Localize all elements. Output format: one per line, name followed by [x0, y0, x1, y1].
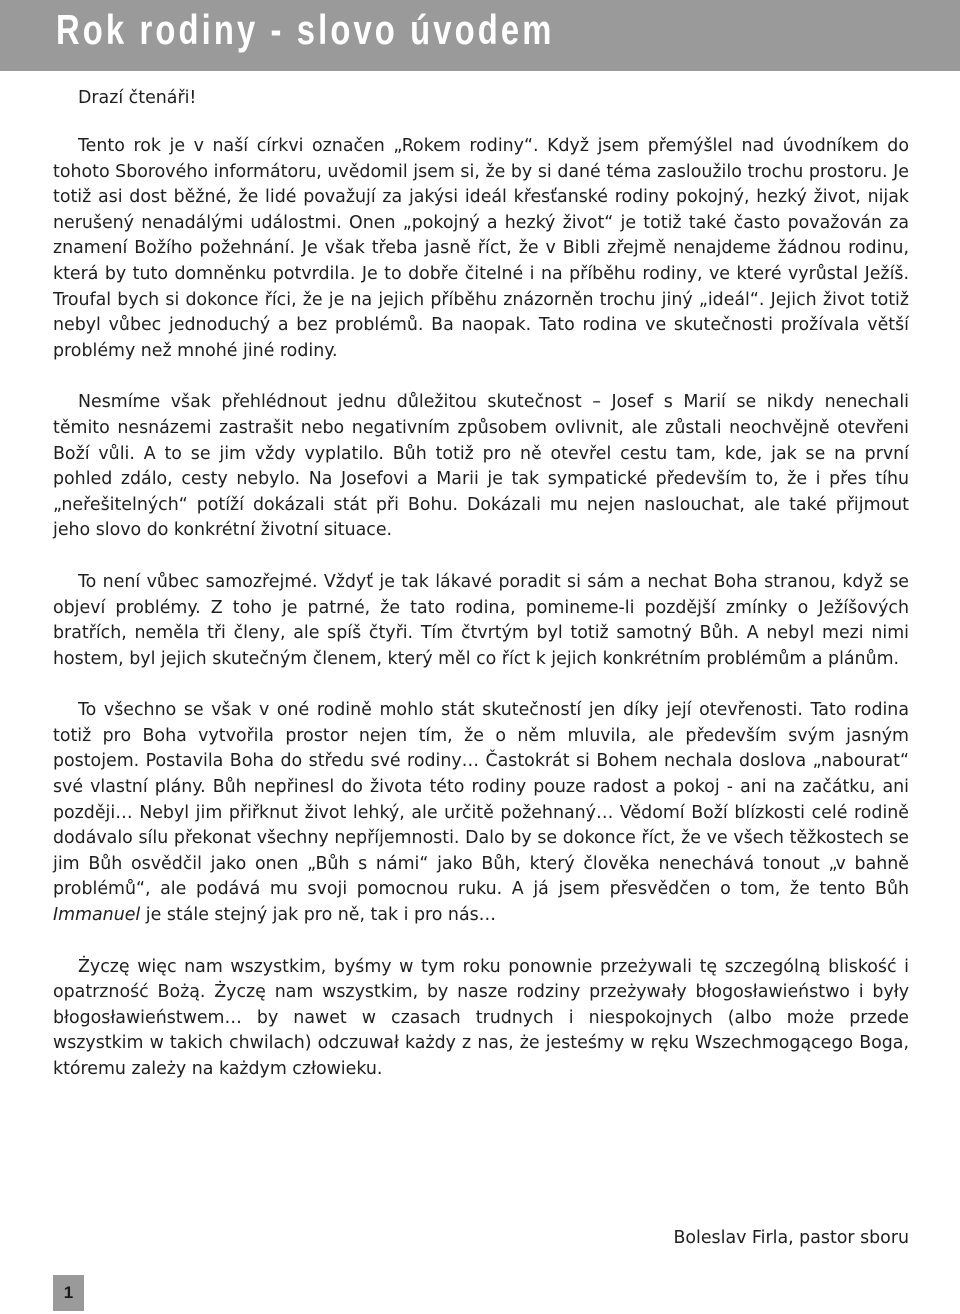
- page-title: Rok rodiny - slovo úvodem: [56, 6, 555, 53]
- paragraph-text: To není vůbec samozřejmé. Vždyť je tak lákavé poradit si sám a nechat Boha stranou, když se objeví problémy. Z toho je patrné, že tato rodina, pomineme-li pozdější zmínky o Ježíšových bratřích, neměla tři členy, ale spíš čtyři. Tím čtvrtým byl totiž samotný Bůh. A nebyl mezi nimi hostem, byl jejich skutečným členem, který měl co říct k jejich konkrétním problémům a plánům.: [53, 571, 909, 669]
- paragraph-text: je stále stejný jak pro ně, tak i pro nás…: [140, 905, 497, 926]
- salutation: Drazí čtenáři!: [78, 88, 197, 108]
- header-band: [0, 0, 960, 71]
- page-number: 1: [63, 1283, 74, 1302]
- paragraph-1: [53, 134, 909, 364]
- letter-body: [53, 86, 909, 1109]
- paragraph-text: Tento rok je v naší církvi označen „Rokem rodiny“. Když jsem přemýšlel nad úvodníkem do tohoto Sborového informátoru, uvědomil jsem si, že by si dané téma zasloužilo trochu prostoru. Je totiž asi dost běžné, že lidé považují za jakýsi ideál křesťanské rodiny pokojný, hezký život, nijak nerušený nenadálými událostmi. Onen „pokojný a hezký život“ je totiž také často považován za znamení Božího požehnání. Je však třeba jasně říct, že v Bibli zřejmě nenajdeme žádnou rodinu, která by tuto domněnku potvrdila. Je to dobře čitelné i na příběhu rodiny, ve které vyrůstal Ježíš. Troufal bych si dokonce říci, že je na jejich příběhu znázorněn trochu jiný „ideál“. Jejich život totiž nebyl vůbec jednoduchý a bez problémů. Ba naopak. Tato rodina ve skutečnosti prožívala větší problémy než mnohé jiné rodiny.: [53, 136, 909, 361]
- paragraph-text: Życzę więc nam wszystkim, byśmy w tym roku ponownie przeżywali tę szczególną bliskość i opatrzność Bożą. Życzę nam wszystkim, by nasze rodziny przeżywały błogosławieństwo i były błogosławieństwem… by nawet w czasach trudnych i niespokojnych (albo może przede wszystkim w takich chwilach) odczuwał każdy z nas, że jesteśmy w ręku Wszechmogącego Boga, któremu zależy na każdym człowieku.: [53, 956, 909, 1079]
- signature: Boleslav Firla, pastor sboru: [673, 1228, 909, 1248]
- paragraph-2: [53, 390, 909, 544]
- paragraph-3: [53, 570, 909, 672]
- emphasis-immanuel: Immanuel: [53, 905, 141, 926]
- page-number-box: [53, 1275, 84, 1311]
- paragraph-4: [53, 698, 909, 928]
- paragraph-text: Nesmíme však přehlédnout jednu důležitou skutečnost – Josef s Marií se nikdy nenechali těmito nesnázemi zastrašit nebo negativním způsobem ovlivnit, ale zůstali neochvějně otevřeni Boží vůli. A to se jim vždy vyplatilo. Bůh totiž pro ně otevřel cestu tam, kde, jak se na první pohled zdálo, cesty nebylo. Na Josefovi a Marii je tak sympatické především to, že i přes tíhu „neřešitelných“ potíží dokázali stát při Bohu. Dokázali mu nejen naslouchat, ale také přijmout jeho slovo do konkrétní životní situace.: [53, 392, 909, 541]
- paragraph-text: To všechno se však v oné rodině mohlo stát skutečností jen díky její otevřenosti. Tato rodina totiž pro Boha vytvořila prostor nejen tím, že o něm mluvila, ale především svým jasným postojem. Postavila Boha do středu své rodiny… Častokrát si Bohem nechala doslova „nabourat“ své vlastní plány. Bůh nepřinesl do života této rodiny pouze radost a pokoj - ani na začátku, ani později… Nebyl jim přiřknut život lehký, ale určitě požehnaný… Vědomí Boží blízkosti celé rodině dodávalo sílu překonat všechny nepříjemnosti. Dalo by se dokonce říct, že ve všech těžkostech se jim Bůh osvědčil jako onen „Bůh s námi“ jako Bůh, který člověka nenechává tonout „v bahně problémů“, ale podává mu svoji pomocnou ruku. A já jsem přesvědčen o tom, že tento Bůh: [53, 700, 909, 900]
- paragraph-5: [53, 955, 909, 1083]
